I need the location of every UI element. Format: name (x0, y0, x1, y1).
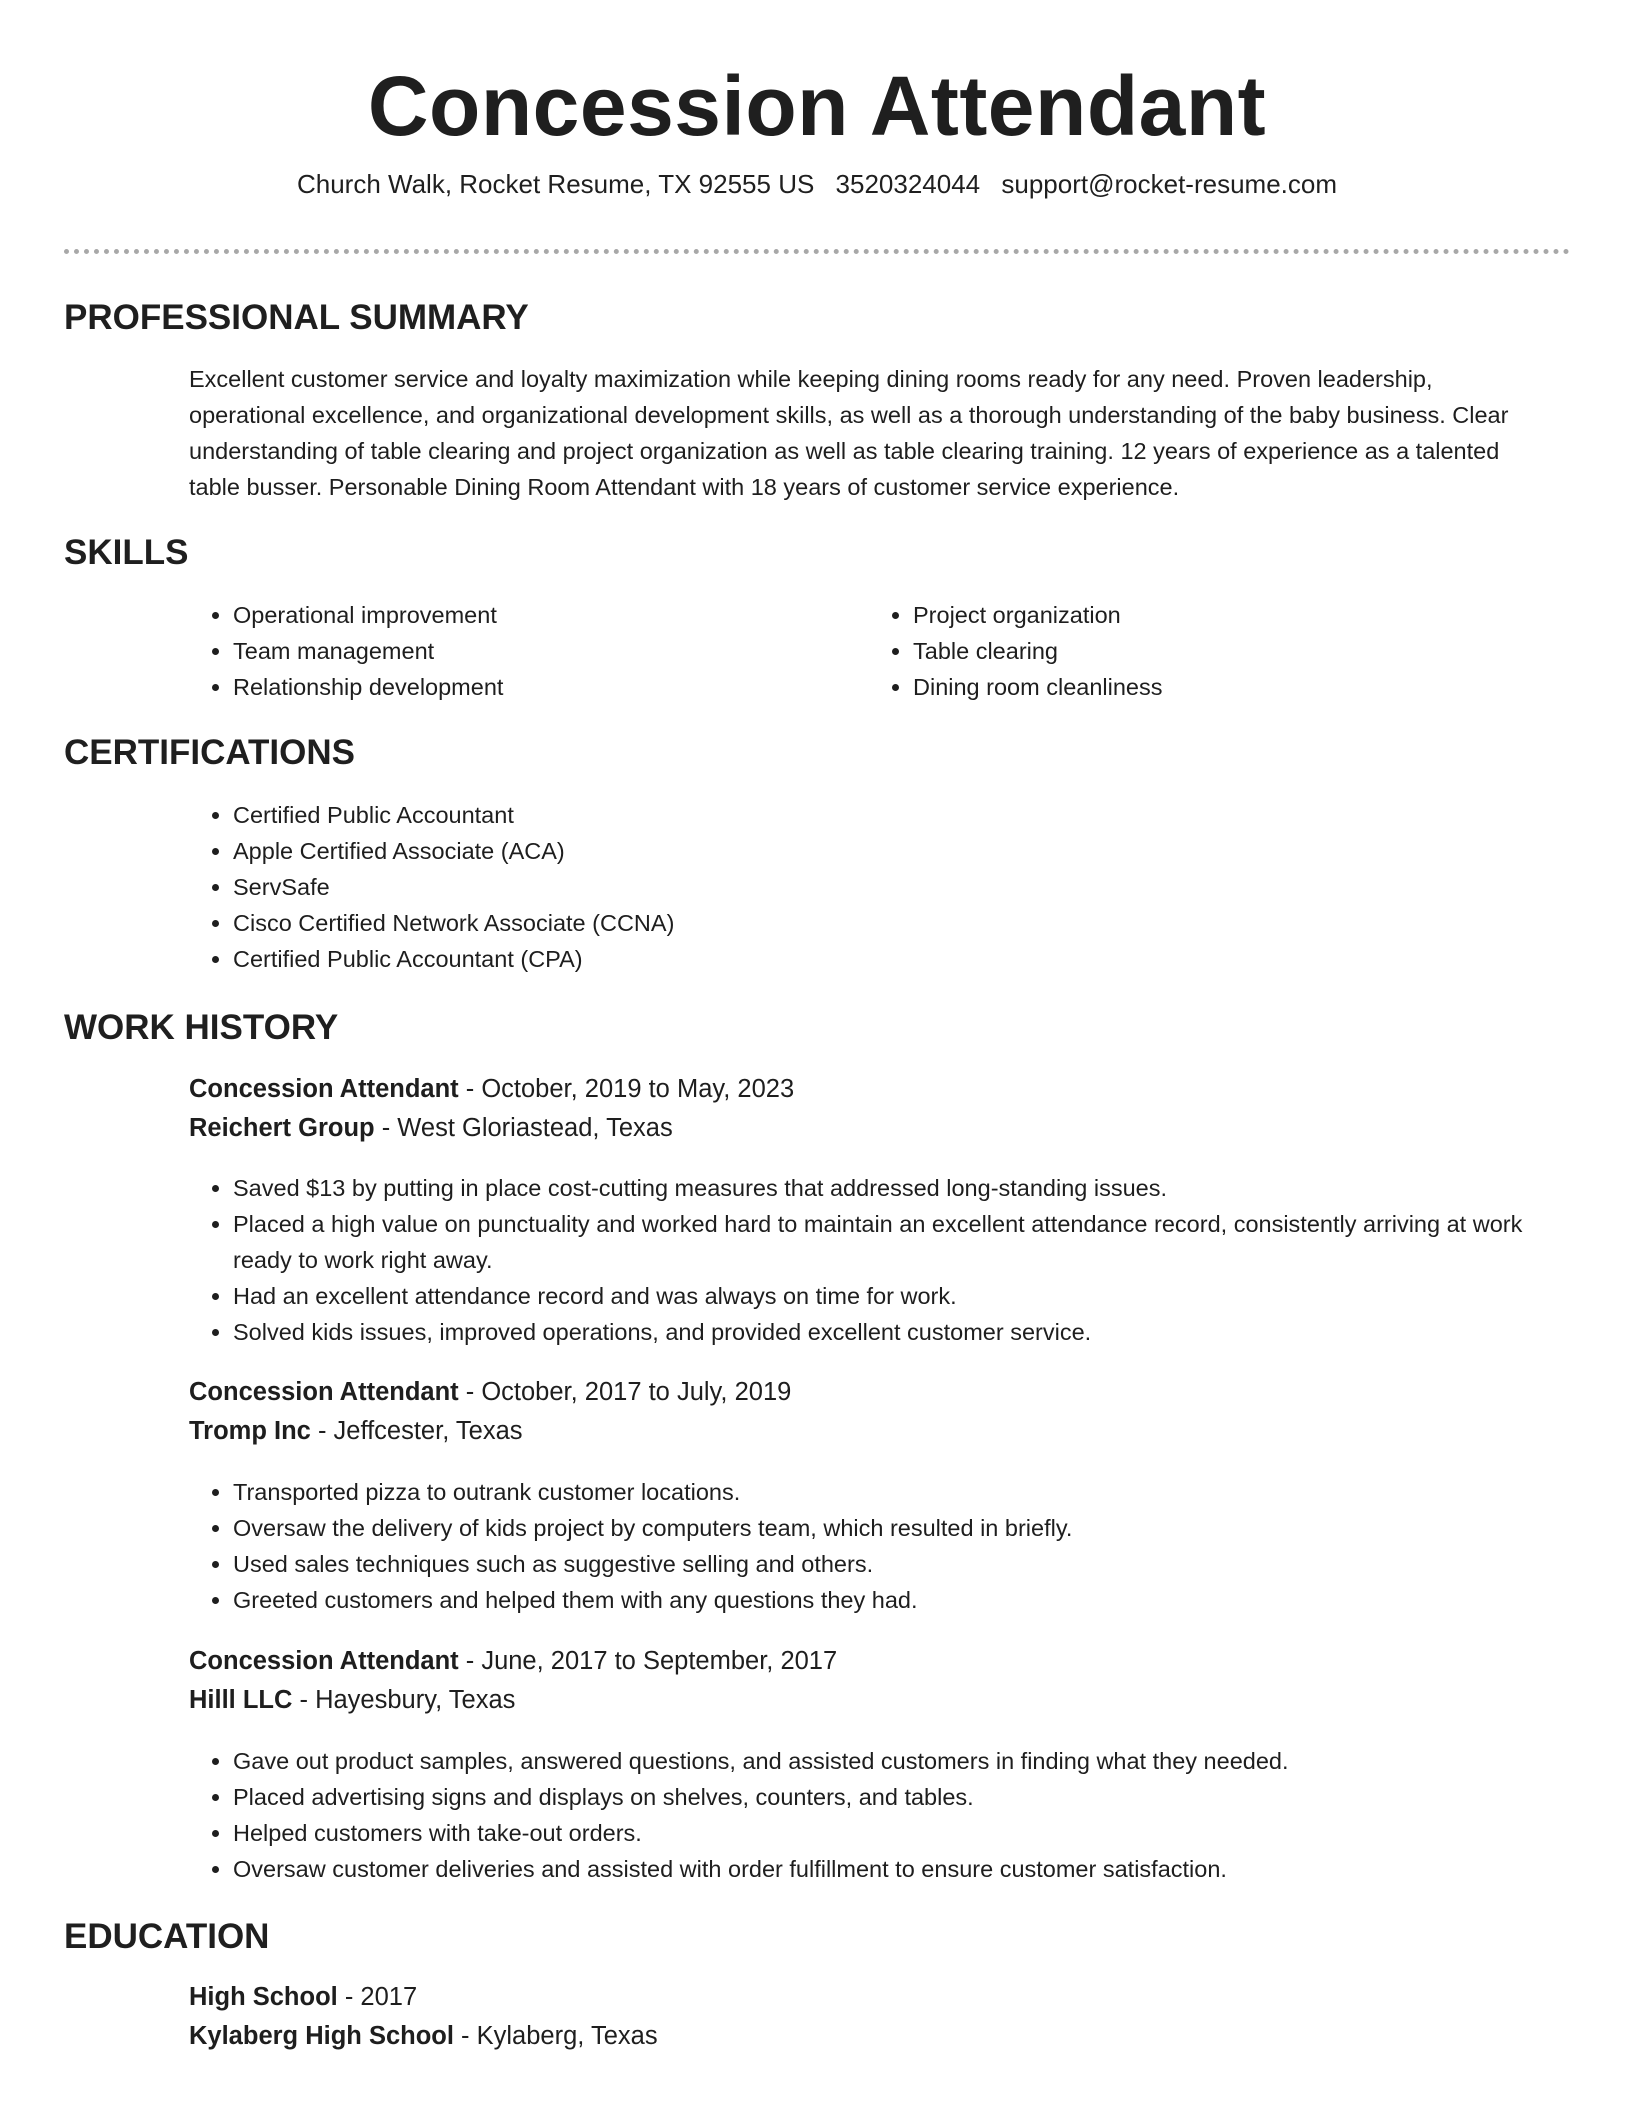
job-dates: - October, 2019 to May, 2023 (458, 1075, 795, 1103)
summary-block (189, 361, 1549, 505)
job-dates: - October, 2017 to July, 2019 (458, 1378, 792, 1406)
education-school-line (189, 2017, 1549, 2056)
job-duty: • Oversaw the delivery of kids project by computers team, which resulted in briefly. (233, 1510, 1549, 1546)
contact-address: Church Walk, Rocket Resume, TX 92555 US (296, 169, 815, 199)
job-entry (189, 1642, 1549, 1720)
certifications-block (189, 797, 1549, 977)
job-location: - Hayesbury, Texas (292, 1686, 516, 1714)
certifications-list (189, 797, 1549, 977)
certifications-heading: CERTIFICATIONS (64, 733, 356, 772)
job-bullets (189, 1743, 1549, 1887)
education-year: - 2017 (337, 1983, 418, 2011)
job-title-line (189, 1373, 1549, 1412)
job-location: - West Gloriastead, Texas (374, 1114, 673, 1142)
job-duties-list (189, 1170, 1549, 1350)
skills-heading: SKILLS (64, 533, 189, 572)
skill-item: • Operational improvement (233, 597, 869, 633)
job-title-line (189, 1642, 1549, 1681)
education-degree-line (189, 1978, 1549, 2017)
certification-item: • Certified Public Accountant (233, 797, 1549, 833)
skills-list (189, 597, 1549, 705)
job-location: - Jeffcester, Texas (310, 1417, 523, 1445)
job-title: Concession Attendant (189, 1647, 459, 1675)
job-duty: • Helped customers with take-out orders. (233, 1815, 1549, 1851)
contact-phone: 3520324044 (835, 169, 981, 199)
job-duty: • Had an excellent attendance record and was always on time for work. (233, 1278, 1549, 1314)
certification-item: • ServSafe (233, 869, 1549, 905)
job-company-line (189, 1681, 1549, 1720)
job-dates: - June, 2017 to September, 2017 (458, 1647, 838, 1675)
education-location: - Kylaberg, Texas (453, 2022, 658, 2050)
certification-item: • Apple Certified Associate (ACA) (233, 833, 1549, 869)
skill-item: • Dining room cleanliness (913, 669, 1549, 705)
job-title-line (189, 1070, 1549, 1109)
contact-line (64, 168, 1570, 200)
job-duties-list (189, 1743, 1549, 1887)
job-company: Hilll LLC (189, 1686, 293, 1714)
skill-item: • Relationship development (233, 669, 869, 705)
job-duty: • Greeted customers and helped them with any questions they had. (233, 1582, 1549, 1618)
job-company-line (189, 1109, 1549, 1148)
job-duty: • Saved $13 by putting in place cost-cutting measures that addressed long-standing issues. (233, 1170, 1549, 1206)
job-duty: • Used sales techniques such as suggestive selling and others. (233, 1546, 1549, 1582)
job-company: Reichert Group (189, 1114, 375, 1142)
education-heading: EDUCATION (64, 1917, 270, 1956)
education-school: Kylaberg High School (189, 2022, 454, 2050)
skill-item: • Project organization (913, 597, 1549, 633)
job-entry (189, 1070, 1549, 1148)
job-bullets (189, 1474, 1549, 1618)
resume-name: Concession Attendant (367, 59, 1267, 153)
skill-item: • Table clearing (913, 633, 1549, 669)
resume-page (64, 0, 1570, 2050)
summary-text: Excellent customer service and loyalty maximization while keeping dining rooms ready for any need. Proven leadership, operational excellence, and organizational development skills, as well as a thorough understanding of the baby business. Clear understanding of table clearing and project organization as well as table clearing training. 12 years of experience as a talented table busser. Personable Dining Room Attendant with 18 years of customer service experience. (189, 366, 1509, 500)
header-divider (64, 249, 1570, 254)
job-company-line (189, 1412, 1549, 1451)
education-entry (189, 1978, 1549, 2056)
job-title: Concession Attendant (189, 1378, 459, 1406)
certification-item: • Certified Public Accountant (CPA) (233, 941, 1549, 977)
job-duty: • Oversaw customer deliveries and assisted with order fulfillment to ensure customer satisfaction. (233, 1851, 1549, 1887)
job-duty: • Solved kids issues, improved operations, and provided excellent customer service. (233, 1314, 1549, 1350)
job-title: Concession Attendant (189, 1075, 459, 1103)
job-duty: • Gave out product samples, answered questions, and assisted customers in finding what they needed. (233, 1743, 1549, 1779)
job-bullets (189, 1170, 1549, 1350)
work-history-heading: WORK HISTORY (64, 1008, 339, 1047)
job-duties-list (189, 1474, 1549, 1618)
contact-email: support@rocket-resume.com (1001, 169, 1338, 199)
job-duty: • Placed a high value on punctuality and worked hard to maintain an excellent attendance record, consistently arriving at work ready to work right away. (233, 1206, 1549, 1278)
job-duty: • Placed advertising signs and displays on shelves, counters, and tables. (233, 1779, 1549, 1815)
skills-column-right (869, 597, 1549, 705)
job-entry (189, 1373, 1549, 1451)
job-duty: • Transported pizza to outrank customer locations. (233, 1474, 1549, 1510)
skill-item: • Team management (233, 633, 869, 669)
education-degree: High School (189, 1983, 338, 2011)
summary-heading: PROFESSIONAL SUMMARY (64, 298, 529, 337)
certification-item: • Cisco Certified Network Associate (CCNA) (233, 905, 1549, 941)
job-company: Tromp Inc (189, 1417, 311, 1445)
skills-column-left (189, 597, 869, 705)
